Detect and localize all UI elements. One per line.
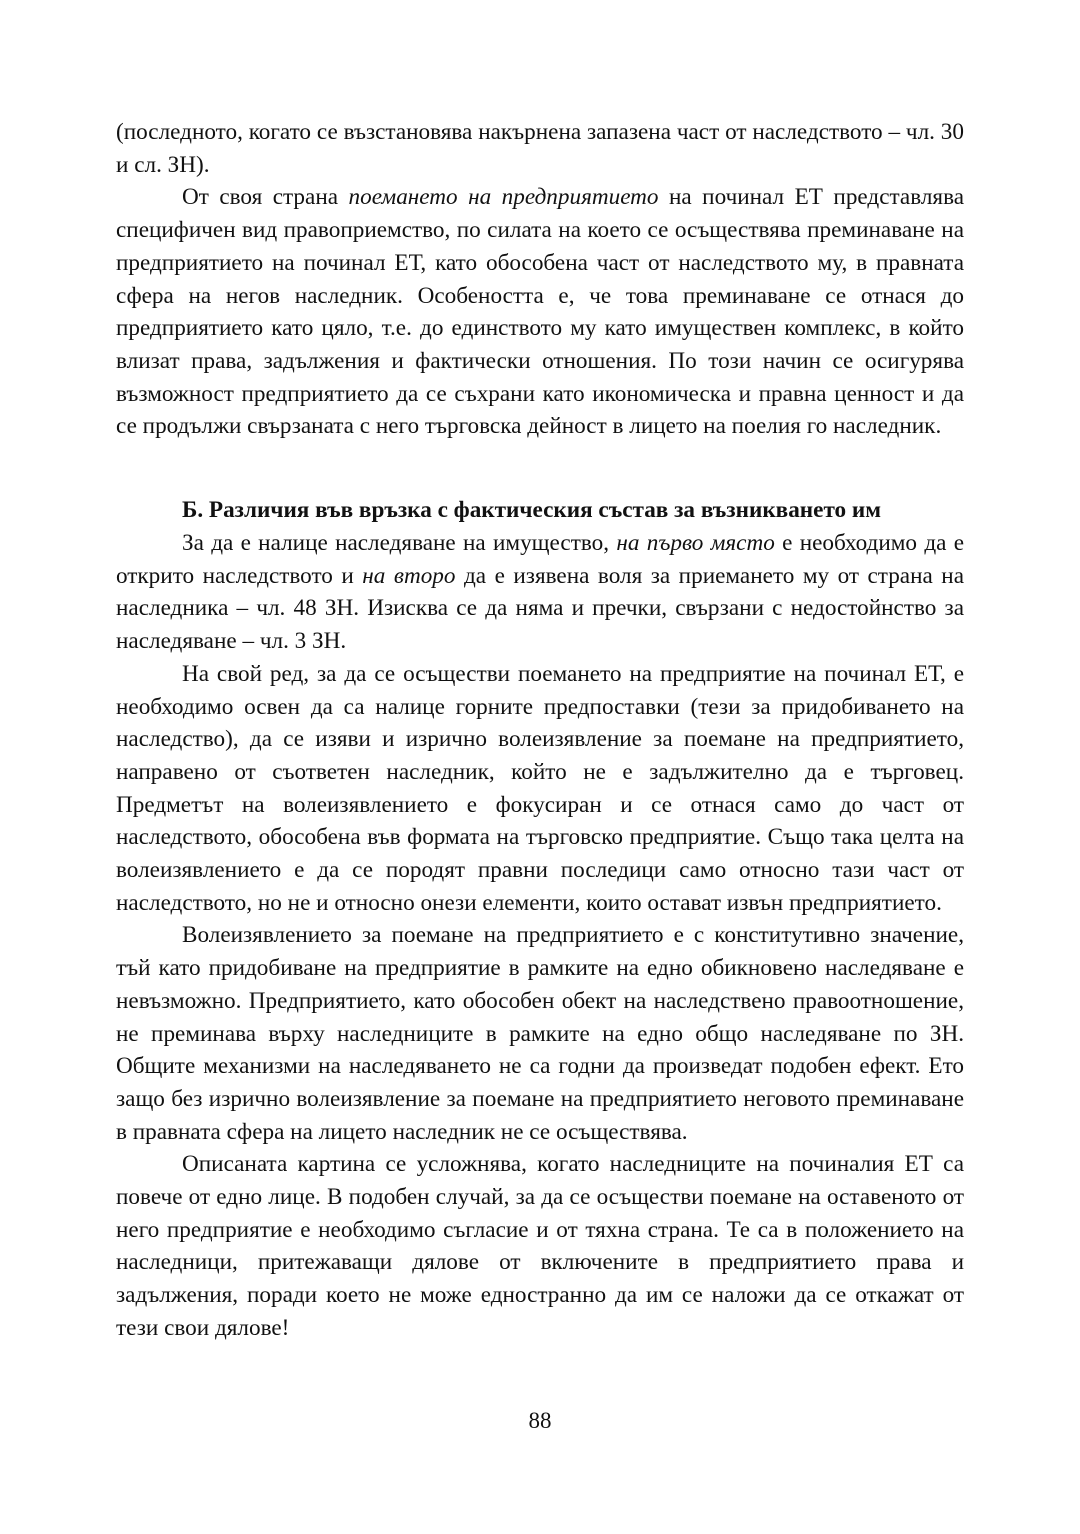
body-text-bottom <box>116 527 964 1345</box>
italic-emphasis: на първо място <box>616 530 775 556</box>
section-heading: Б. Различия във връзка с фактическия състав за възникването им <box>182 497 882 523</box>
text-run: От своя страна <box>182 184 349 211</box>
text-run: На свой ред, за да се осъществи поемането на предприятие на починал ЕТ, е необходимо освен да са налице горните предпоставки (тези за придобиването на наследство), да се изяви и изрично волеизявление за поемане на предприятието, направено от съответен наследник, който не е задължително да е търговец. Предметът на волеизявлението е фокусиран и се отнася само до част от наследството, обособена във формата на търговско предприятие. Също така целта на волеизявлението е да се породят правни последици само относно тази част от наследството, но не и относно онези елементи, които остават извън предприятието. <box>116 660 964 916</box>
text-run: да е изявена воля за приемането му от страна на наследника – чл. 48 ЗН. Изисква се да няма и пречки, свързани с недостойнство за наследяване – чл. 3 ЗН. <box>116 562 964 655</box>
body-text-top <box>116 116 964 443</box>
paragraph <box>116 919 964 1148</box>
text-run: (последното, когато се възстановява накърнена запазена част от наследството – чл. 30 и сл. ЗН). <box>116 119 964 178</box>
text-run: За да е налице наследяване на имущество, <box>182 530 617 556</box>
paragraph <box>116 527 964 658</box>
paragraph <box>116 116 964 181</box>
page-number: 88 <box>528 1408 552 1433</box>
italic-emphasis: поемането на предприятието <box>348 184 659 211</box>
italic-emphasis: на второ <box>362 562 456 589</box>
paragraph <box>116 181 964 443</box>
paragraph <box>116 1148 964 1344</box>
paragraph <box>116 658 964 920</box>
text-run: е необходимо да е открито наследството и <box>116 530 964 589</box>
text-run: на починал ЕТ представлява специфичен вид правоприемство, по силата на което се осъществява преминаване на предприятието на починал ЕТ, като обособена част от наследството му, в правната сфера на негов наследник. Особеността е, че това преминаване се отнася до предприятието като цяло, т.е. до единството му като имуществен комплекс, в който влизат права, задължения и фактически отношения. По този начин се осигурява възможност предприятието да се съхрани като икономическа и правна ценност и да се продължи свързаната с него търговска дейност в лицето на поелия го наследник. <box>116 184 965 440</box>
text-run: Описаната картина се усложнява, когато наследниците на починалия ЕТ са повече от едно лице. В подобен случай, за да се осъществи поемане на оставеното от него предприятие е необходимо съгласие и от тяхна страна. Те са в положението на наследници, притежаващи дялове от включените в предприятието права и задължения, поради което не може едностранно да им се наложи да се откажат от тези свои дялове! <box>116 1151 964 1341</box>
text-run: Волеизявлението за поемане на предприятието е с конститутивно значение, тъй като придобиване на предприятие в рамките на едно обикновено наследяване е невъзможно. Предприятието, като обособен обект на наследствено правоотношение, не преминава върху наследниците в рамките на едно общо наследяване по ЗН. Общите механизми на наследяването не са годни да произведат подобен ефект. Ето защо без изрично волеизявление за поемане на предприятието неговото преминаване в правната сфера на лицето наследник не се осъществява. <box>116 922 964 1145</box>
